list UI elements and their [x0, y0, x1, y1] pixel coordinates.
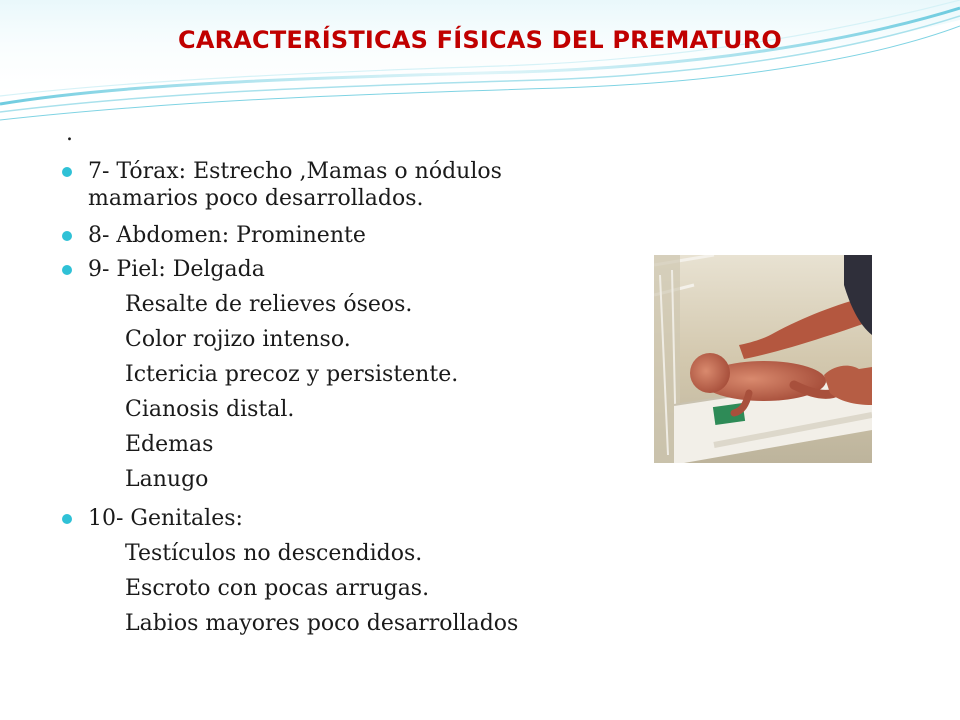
- item-8-text: 8- Abdomen: Prominente: [88, 223, 366, 248]
- premature-infant-photo: [654, 255, 872, 463]
- item-9-sub-6: Lanugo: [125, 467, 209, 492]
- item-9-sub-3: Ictericia precoz y persistente.: [125, 362, 459, 387]
- item-10-sub-2: Escroto con pocas arrugas.: [125, 576, 430, 601]
- item-9-sub-5: Edemas: [125, 432, 214, 457]
- item-10-sub-1: Testículos no descendidos.: [125, 541, 423, 566]
- item-10-text: 10- Genitales:: [88, 506, 243, 531]
- item-9-sub-1: Resalte de relieves óseos.: [125, 292, 413, 317]
- bullet-icon: [62, 167, 72, 177]
- item-10-sub-3: Labios mayores poco desarrollados: [125, 611, 519, 636]
- bullet-icon: [62, 265, 72, 275]
- item-7-line-1: 7- Tórax: Estrecho ,Mamas o nódulos: [88, 159, 502, 184]
- header-swoosh-decoration: [0, 0, 960, 130]
- bullet-icon: [62, 231, 72, 241]
- item-9-text: 9- Piel: Delgada: [88, 257, 265, 282]
- leading-dot: .: [66, 121, 73, 146]
- item-7-line-2: mamarios poco desarrollados.: [88, 186, 424, 211]
- item-9-sub-4: Cianosis distal.: [125, 397, 295, 422]
- slide-title: CARACTERÍSTICAS FÍSICAS DEL PREMATURO: [178, 26, 782, 54]
- bullet-icon: [62, 514, 72, 524]
- item-9-sub-2: Color rojizo intenso.: [125, 327, 351, 352]
